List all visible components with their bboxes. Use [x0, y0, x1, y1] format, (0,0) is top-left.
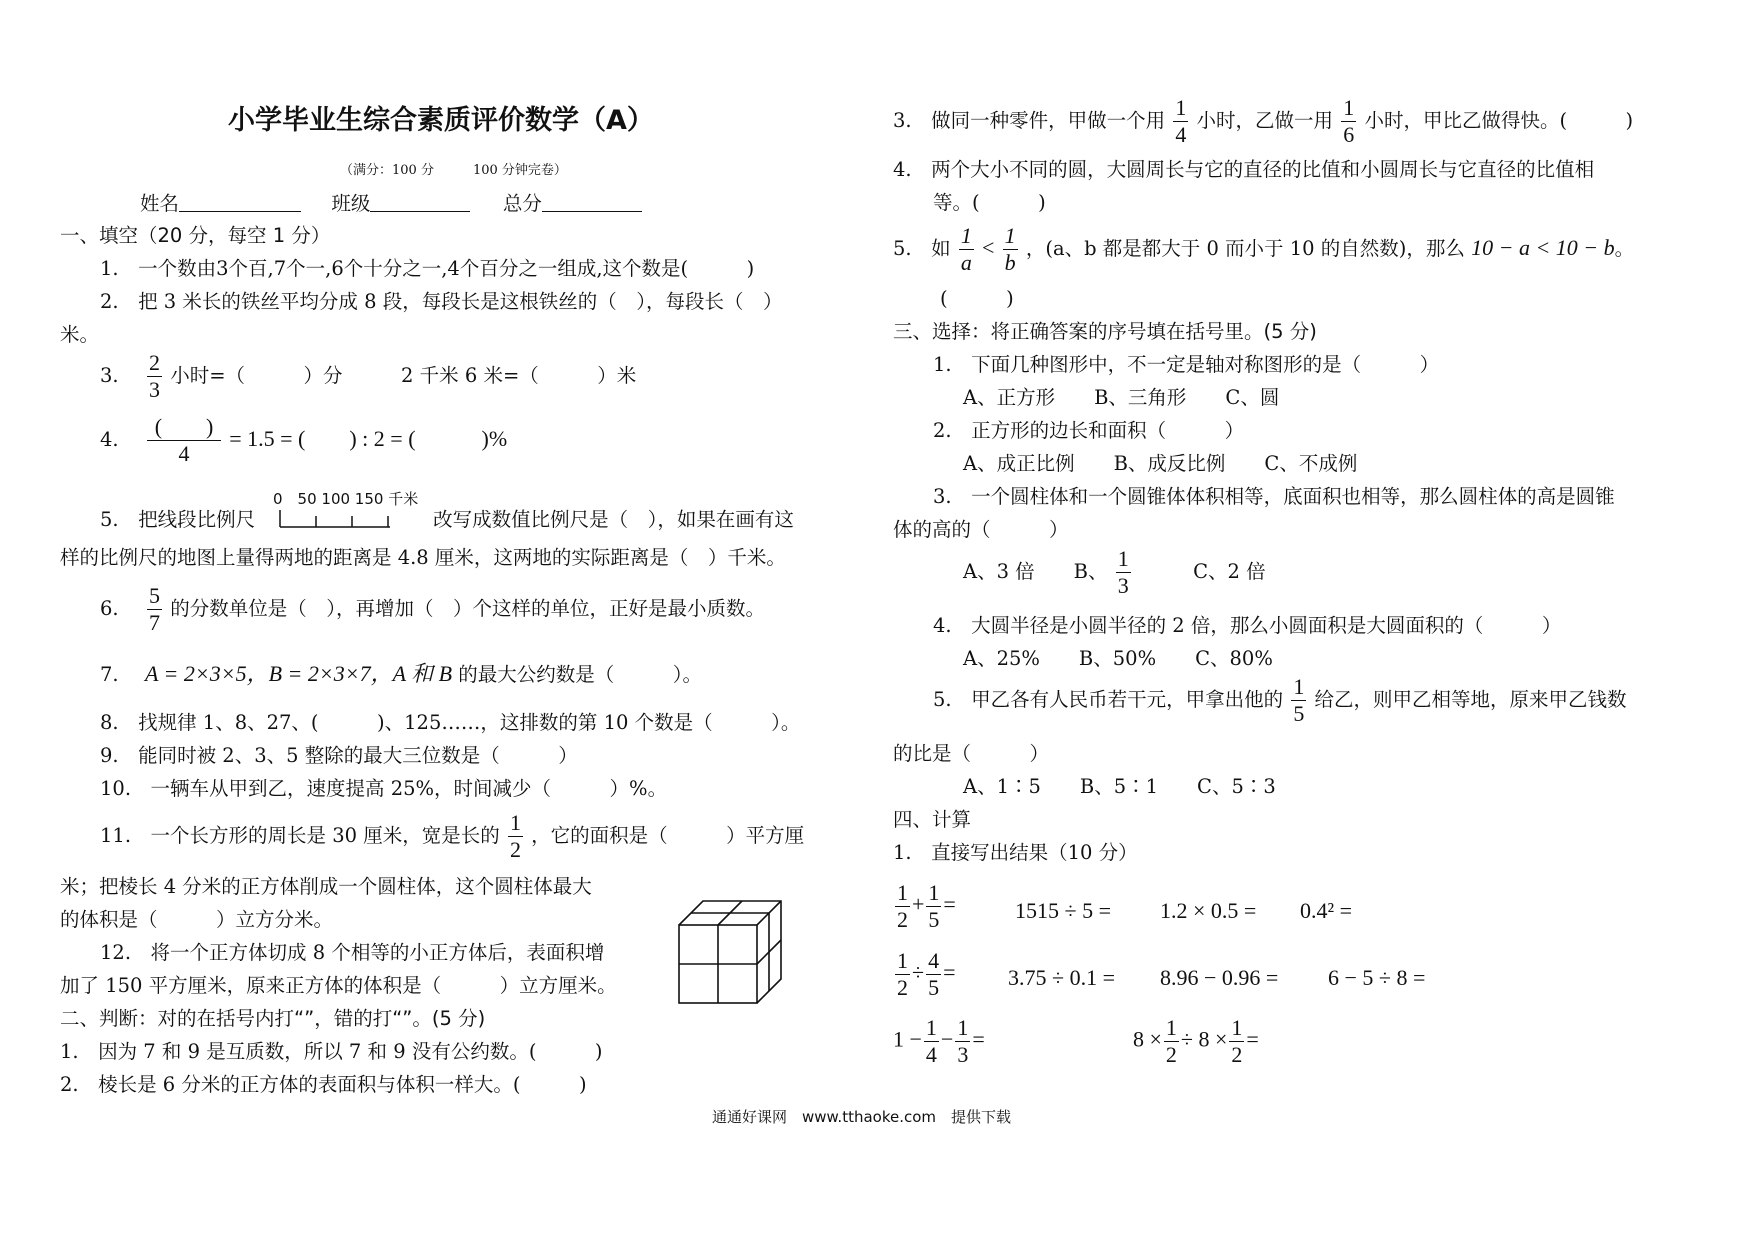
part1-q4: 4. $\frac{( )}{4}$ = 1.5 = ( ) : 2 = ( )%	[100, 414, 508, 466]
calc-row-3: 1 − $\frac{1}{4}$ − $\frac{1}{3}$ =	[893, 1015, 985, 1067]
part1-q10: 10. 一辆车从甲到乙，速度提高 25%，时间减少（ ）%。	[100, 777, 668, 800]
part3-q3-cont: 体的高的（ ）	[893, 518, 1069, 541]
part3-q3-options: A、3 倍 B、 $\frac{1}{3}$ C、2 倍	[963, 546, 1266, 598]
part1-q12-cont: 加了 150 平方厘米，原来正方体的体积是（ ）立方厘米。	[60, 974, 617, 997]
footer-credit: 通通好课网 www.tthaoke.com 提供下载	[712, 1108, 1012, 1126]
part1-q6: 6. $\frac{5}{7}$ 的分数单位是（ ），再增加（ ）个这样的单位，正好是最小质数。	[100, 583, 765, 635]
part3-q2-options: A、成正比例 B、成反比例 C、不成例	[963, 452, 1358, 475]
fraction: $\frac{1}{2}$	[509, 810, 521, 862]
part4-sub1: 1. 直接写出结果（10 分）	[893, 841, 1138, 864]
total-label: 总分	[502, 192, 542, 215]
fraction: $\frac{1}{5}$	[928, 880, 940, 932]
part2-q3: 3. 做同一种零件，甲做一个用 $\frac{1}{4}$ 小时，乙做一用 $\frac{1}{6}$ 小时，甲比乙做得快。( )	[893, 95, 1634, 147]
exam-subtitle: （满分：100 分 100 分钟完卷）	[340, 163, 567, 178]
student-info-row	[140, 192, 642, 216]
part1-q7: 7. A = 2×3×5，B = 2×3×7，A 和 B 的最大公约数是（ ）。	[100, 661, 703, 686]
calc-expr: 6 − 5 ÷ 8 =	[1328, 965, 1426, 990]
calc-row-1: $\frac{1}{2}$ + $\frac{1}{5}$ =	[897, 880, 956, 932]
part2-q5-cont: ( )	[940, 287, 1014, 310]
part1-q11: 11. 一个长方形的周长是 30 厘米，宽是长的 $\frac{1}{2}$ ，它的面积是（ ）平方厘	[100, 810, 805, 862]
fraction: $\frac{1}{2}$	[1231, 1015, 1243, 1067]
part2-q5: 5. 如 $\frac{1}{a}$ < $\frac{1}{b}$ ，(a、b 都是都大于 0 而小于 10 的自然数)，那么 10 − a < 10 − b。	[893, 223, 1635, 275]
class-label: 班级	[331, 192, 371, 215]
fraction: $\frac{1}{4}$	[925, 1015, 937, 1067]
part1-q5-cont: 样的比例尺的地图上量得两地的距离是 4.8 厘米，这两地的实际距离是（ ）千米。	[60, 546, 786, 569]
calc-expr: 1.2 × 0.5 =	[1160, 898, 1257, 923]
fraction: $\frac{1}{3}$	[1117, 546, 1129, 598]
part2-heading: 二、判断：对的在括号内打“”，错的打“”。(5 分)	[60, 1007, 486, 1030]
part3-heading: 三、选择：将正确答案的序号填在括号里。(5 分)	[893, 320, 1317, 343]
fraction: $\frac{1}{2}$	[1165, 1015, 1177, 1067]
calc-expr: 8.96 − 0.96 =	[1160, 965, 1279, 990]
fraction: $\frac{1}{2}$	[897, 880, 908, 932]
part3-q1: 1. 下面几种图形中，不一定是轴对称图形的是（ ）	[933, 353, 1440, 376]
part3-q5-options: A、1∶5 B、5∶1 C、5∶3	[963, 775, 1276, 798]
part3-q1-options: A、正方形 B、三角形 C、圆	[963, 386, 1280, 409]
part2-q4-cont: 等。( )	[933, 191, 1046, 214]
part3-q4: 4. 大圆半径是小圆半径的 2 倍，那么小圆面积是大圆面积的（ ）	[933, 614, 1562, 637]
cube-figure	[676, 898, 788, 1010]
part2-q4: 4. 两个大小不同的圆，大圆周长与它的直径的比值和小圆周长与它直径的比值相	[893, 158, 1595, 181]
fraction: $\frac{1}{3}$	[957, 1015, 969, 1067]
fraction: $\frac{5}{7}$	[149, 583, 161, 635]
part2-q2: 2. 棱长是 6 分米的正方体的表面积与体积一样大。( )	[60, 1073, 587, 1096]
fraction: $\frac{1}{5}$	[1293, 674, 1305, 726]
part2-q1: 1. 因为 7 和 9 是互质数，所以 7 和 9 没有公约数。( )	[60, 1040, 603, 1063]
fraction: $\frac{1}{b}$	[1004, 223, 1016, 275]
fraction: $\frac{1}{2}$	[897, 948, 908, 1000]
part1-q2: 2. 把 3 米长的铁丝平均分成 8 段，每段长是这根铁丝的（ ），每段长（ ）	[100, 290, 783, 313]
part4-heading: 四、计算	[893, 808, 972, 831]
part1-q1: 1. 一个数由3个百,7个一,6个十分之一,4个百分之一组成,这个数是( )	[100, 257, 755, 280]
calc-row-2: $\frac{1}{2}$ ÷ $\frac{4}{5}$ =	[897, 948, 956, 1000]
part3-q5-cont: 的比是（ ）	[893, 742, 1050, 765]
part1-heading: 一、填空（20 分，每空 1 分）	[60, 224, 331, 247]
fraction: $\frac{1}{a}$	[960, 223, 972, 275]
class-field[interactable]	[370, 192, 470, 212]
fraction: $\frac{( )}{4}$	[147, 416, 221, 465]
name-label: 姓名	[140, 192, 180, 215]
part1-q11-cont1: 米；把棱长 4 分米的正方体削成一个圆柱体，这个圆柱体最大	[60, 875, 592, 898]
name-field[interactable]	[179, 192, 301, 212]
calc-expr: 3.75 ÷ 0.1 =	[1008, 965, 1115, 990]
calc-row-3-expr2: 8 × $\frac{1}{2}$ ÷ 8 × $\frac{1}{2}$ =	[1133, 1015, 1259, 1067]
fraction: $\frac{4}{5}$	[928, 948, 940, 1000]
part1-q9: 9. 能同时被 2、3、5 整除的最大三位数是（ ）	[100, 744, 578, 767]
fraction: $\frac{2}{3}$	[149, 350, 161, 402]
part1-q2-cont: 米。	[60, 323, 100, 346]
page-title: 小学毕业生综合素质评价数学（A）	[228, 105, 654, 136]
part3-q5: 5. 甲乙各有人民币若干元，甲拿出他的 $\frac{1}{5}$ 给乙，则甲乙相等地，原来甲乙钱数	[933, 674, 1627, 726]
part1-q12: 12. 将一个正方体切成 8 个相等的小正方体后，表面积增	[100, 941, 605, 964]
part1-q8: 8. 找规律 1、8、27、( )、125……，这排数的第 10 个数是（ ）。	[100, 711, 801, 734]
part3-q2: 2. 正方形的边长和面积（ ）	[933, 419, 1245, 442]
calc-expr: 0.4² =	[1300, 898, 1353, 923]
part1-q3: 3. $\frac{2}{3}$ 小时=（ ）分 2 千米 6 米=（ ）米	[100, 350, 637, 402]
fraction: $\frac{1}{6}$	[1343, 95, 1355, 147]
part1-q5: 5. 把线段比例尺 改写成数值比例尺是（ ），如果在画有这	[100, 508, 794, 531]
fraction: $\frac{1}{4}$	[1175, 95, 1187, 147]
part3-q3: 3. 一个圆柱体和一个圆锥体体积相等，底面积也相等，那么圆柱体的高是圆锥	[933, 485, 1615, 508]
total-field[interactable]	[542, 192, 642, 212]
part3-q4-options: A、25% B、50% C、80%	[963, 647, 1273, 670]
part1-q11-cont2: 的体积是（ ）立方分米。	[60, 908, 334, 931]
calc-expr: 1515 ÷ 5 =	[1015, 898, 1111, 923]
scale-bar-labels: 0 50 100 150 千米	[273, 490, 419, 508]
